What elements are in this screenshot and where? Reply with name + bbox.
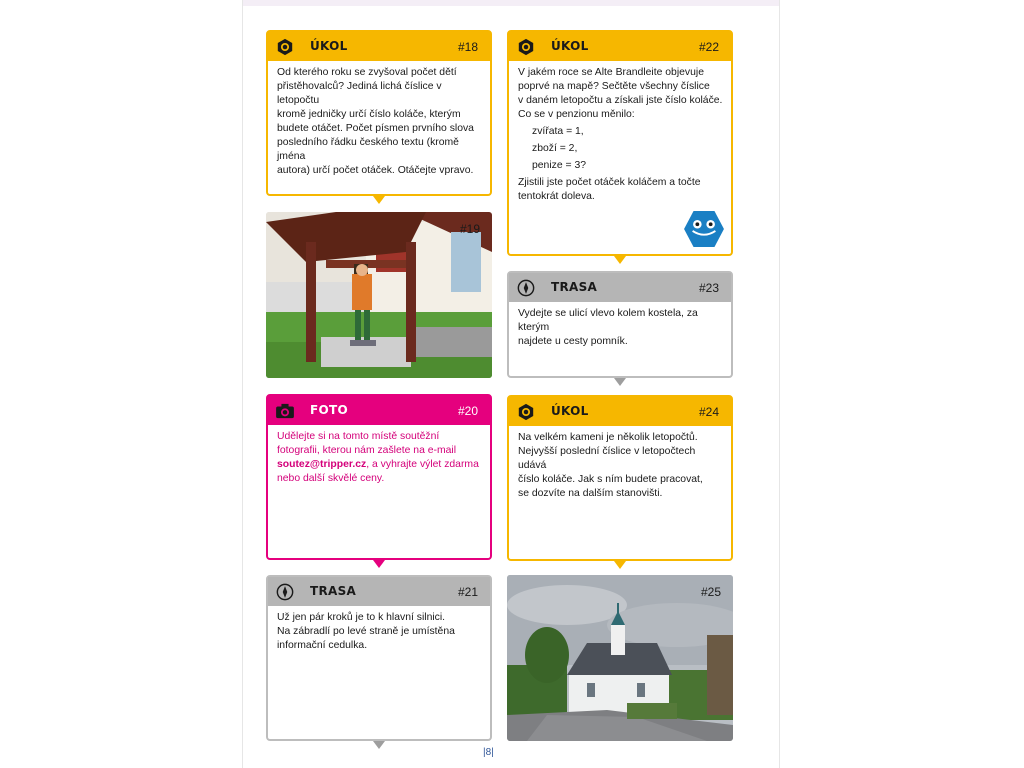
photo-card-19 bbox=[266, 212, 492, 378]
page-number: |8| bbox=[483, 747, 494, 758]
text-line: Na velkém kameni je několik letopočtů. bbox=[518, 432, 698, 443]
card-type-label: ÚKOL bbox=[551, 404, 589, 418]
card-pointer bbox=[373, 741, 385, 749]
card-foto-20 bbox=[266, 394, 492, 560]
card-trasa-21 bbox=[266, 575, 492, 741]
card-header bbox=[268, 396, 490, 425]
card-text bbox=[518, 307, 723, 349]
card-pointer bbox=[614, 561, 626, 569]
card-ukol-18 bbox=[266, 30, 492, 196]
card-pointer bbox=[373, 560, 385, 568]
text-fragment: , a vyhrajte výlet zdarma bbox=[366, 459, 479, 470]
card-type-label: TRASA bbox=[310, 584, 357, 598]
text-line bbox=[277, 458, 482, 472]
text-line: Na zábradlí po levé straně je umístěna bbox=[277, 626, 455, 637]
card-text bbox=[518, 66, 723, 204]
card-number: #22 bbox=[698, 40, 719, 54]
church-photo bbox=[507, 575, 733, 741]
card-type-label: FOTO bbox=[310, 403, 348, 417]
card-number: #21 bbox=[457, 585, 478, 599]
hexagon-nut-icon bbox=[276, 38, 294, 56]
text-line: Nejvyšší poslední číslice v letopočtech udává bbox=[518, 446, 696, 471]
card-number: #18 bbox=[457, 40, 478, 54]
text-line: v daném letopočtu a získali jste číslo koláče. bbox=[518, 95, 723, 106]
text-line: se dozvíte na dalším stanovišti. bbox=[518, 488, 663, 499]
card-number: #20 bbox=[457, 404, 478, 418]
text-line: V jakém roce se Alte Brandleite objevuje bbox=[518, 67, 704, 78]
card-pointer bbox=[614, 378, 626, 386]
compass-icon bbox=[276, 583, 294, 601]
photo-card-25 bbox=[507, 575, 733, 741]
card-text bbox=[277, 66, 482, 178]
card-trasa-23 bbox=[507, 271, 733, 378]
gecko-mascot-icon bbox=[683, 210, 725, 248]
text-line: nebo další skvělé ceny. bbox=[277, 473, 385, 484]
text-line: Vydejte se ulicí vlevo kolem kostela, za kterým bbox=[518, 308, 698, 333]
card-pointer bbox=[614, 256, 626, 264]
text-line: autora) určí počet otáček. Otáčejte vpravo. bbox=[277, 165, 474, 176]
list-item: penize = 3? bbox=[532, 160, 587, 171]
hexagon-nut-icon bbox=[517, 38, 535, 56]
list-item: zboží = 2, bbox=[532, 143, 578, 154]
card-text bbox=[277, 430, 482, 486]
text-line: Co se v penzionu měnilo: bbox=[518, 109, 635, 120]
wooden-figure-shelter-photo bbox=[266, 212, 492, 378]
photo-number: #19 bbox=[459, 222, 480, 236]
booklet-page bbox=[242, 0, 780, 768]
text-line: přistěhovalců? Jediná lichá číslice v letopočtu bbox=[277, 81, 442, 106]
top-band bbox=[243, 0, 779, 6]
card-number: #23 bbox=[698, 281, 719, 295]
email-link[interactable]: soutez@tripper.cz bbox=[277, 459, 367, 470]
card-ukol-22 bbox=[507, 30, 733, 256]
text-line: Od kterého roku se zvyšoval počet dětí bbox=[277, 67, 457, 78]
text-line: posledního řádku českého textu (kromě jména bbox=[277, 137, 459, 162]
text-line: Zjistili jste počet otáček koláčem a točte bbox=[518, 177, 701, 188]
text-line: informační cedulka. bbox=[277, 640, 368, 651]
text-line: budete otáčet. Počet písmen prvního slova bbox=[277, 123, 474, 134]
text-line: Udělejte si na tomto místě soutěžní bbox=[277, 431, 440, 442]
card-text bbox=[277, 611, 482, 653]
card-header bbox=[509, 273, 731, 302]
text-line: poprvé na mapě? Sečtěte všechny číslice bbox=[518, 81, 710, 92]
photo-number: #25 bbox=[700, 585, 721, 599]
card-header bbox=[268, 32, 490, 61]
card-header bbox=[509, 32, 731, 61]
compass-icon bbox=[517, 279, 535, 297]
text-line: najdete u cesty pomník. bbox=[518, 336, 628, 347]
hexagon-nut-icon bbox=[517, 403, 535, 421]
card-pointer bbox=[373, 196, 385, 204]
text-line: kromě jedničky určí číslo koláče, kterým bbox=[277, 109, 461, 120]
card-type-label: ÚKOL bbox=[551, 39, 589, 53]
text-line: Už jen pár kroků je to k hlavní silnici. bbox=[277, 612, 446, 623]
card-header bbox=[509, 397, 731, 426]
card-ukol-24 bbox=[507, 395, 733, 561]
list-item: zvířata = 1, bbox=[532, 126, 584, 137]
text-line: tentokrát doleva. bbox=[518, 191, 595, 202]
card-type-label: TRASA bbox=[551, 280, 598, 294]
card-text bbox=[518, 431, 723, 501]
text-line: číslo koláče. Jak s ním budete pracovat, bbox=[518, 474, 703, 485]
camera-icon bbox=[275, 403, 295, 419]
card-type-label: ÚKOL bbox=[310, 39, 348, 53]
card-number: #24 bbox=[698, 405, 719, 419]
text-line: fotografii, kterou nám zašlete na e-mail bbox=[277, 445, 457, 456]
card-header bbox=[268, 577, 490, 606]
